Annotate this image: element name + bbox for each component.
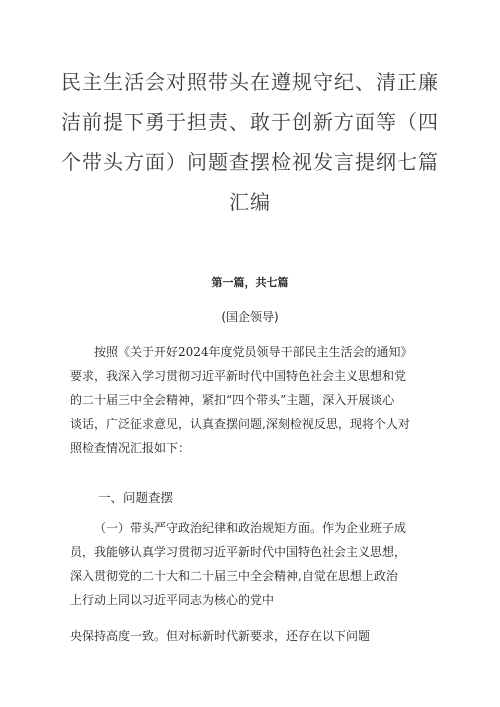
paragraph-line: 要求，我深入学习贯彻习近平新时代中国特色社会主义思想和党 — [70, 369, 407, 383]
body-paragraph — [70, 516, 440, 612]
paragraph-line: 央保持高度一致。但对标新时代新要求，还存在以下问题 — [70, 629, 371, 643]
intro-paragraph — [70, 340, 440, 460]
org-label: (国企领导) — [221, 310, 279, 324]
part-label: 第一篇，共七篇 — [211, 276, 289, 289]
tail-paragraph — [70, 624, 440, 648]
document-title — [60, 62, 440, 222]
paragraph-line: 谈话，广泛征求意见，认真查摆问题,深刻检视反思，现将个人对 — [70, 417, 410, 431]
paragraph-line: 上行动上同以习近平同志为核心的党中 — [70, 593, 275, 607]
title-line: 民主生活会对照带头在遵规守纪、清正廉 — [61, 70, 439, 94]
paragraph-line: 的二十届三中全会精神，紧扣“四个带头”主题，深入开展谈心 — [70, 393, 395, 407]
section-heading: 一、问题查摆 — [98, 490, 174, 505]
paragraph-line: 按照《关于开好2024年度党员领导干部民主生活会的通知》 — [94, 345, 413, 359]
paragraph-line: （一）带头严守政治纪律和政治规矩方面。作为企业班子成 — [94, 521, 407, 535]
title-line: 汇编 — [229, 190, 271, 214]
paragraph-line: 照检查情况汇报如下： — [70, 441, 191, 455]
paragraph-line: 深入贯彻党的二十大和二十届三中全会精神,自觉在思想上政治 — [70, 569, 398, 583]
title-line: 个带头方面）问题查摆检视发言提纲七篇 — [61, 150, 439, 174]
title-line: 洁前提下勇于担责、敢于创新方面等（四 — [61, 110, 439, 134]
paragraph-line: 员，我能够认真学习贯彻习近平新时代中国特色社会主义思想， — [70, 545, 407, 559]
